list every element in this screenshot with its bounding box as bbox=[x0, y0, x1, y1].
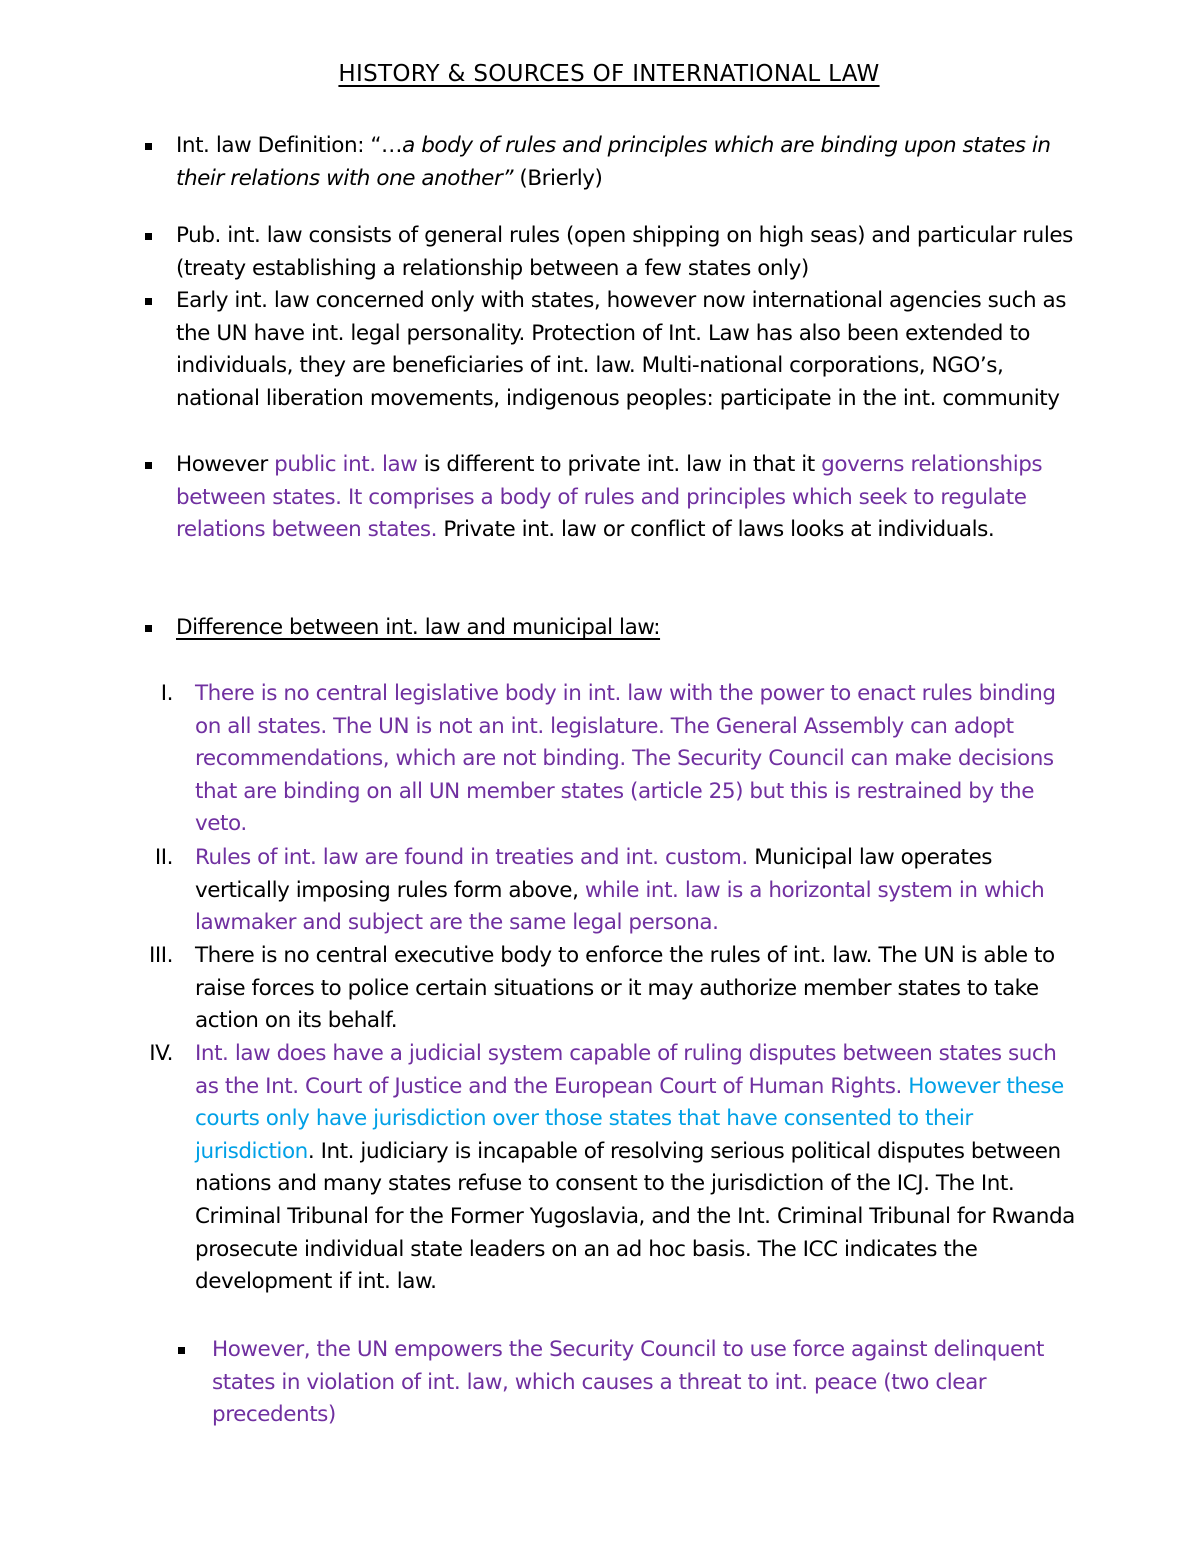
roman-item-2-mid: Municipal law operates vertically imposing rules form above, bbox=[195, 845, 992, 903]
roman-item-4-jurisdiction: However these courts only have jurisdiction over those states that have consented to their jurisdiction bbox=[195, 1073, 1064, 1164]
roman-numeral-1: I. bbox=[160, 681, 173, 706]
bullet-general-rules-text: Pub. int. law consists of general rules (open shipping on high seas) and particular rules (treaty establishing a relationship between a few states only) bbox=[176, 223, 1073, 281]
sub-bullet-security-council bbox=[212, 1334, 1062, 1432]
bullet-public-private-lead: However bbox=[176, 452, 275, 477]
roman-item-2-lead: Rules of int. law are found in treaties and int. custom. bbox=[195, 845, 748, 870]
bullet-public-private-definition: governs relationships between states. It comprises a body of rules and principles which seek to regulate relations between states. bbox=[176, 452, 1043, 543]
document-title: HISTORY & SOURCES OF INTERNATIONAL LAW bbox=[338, 61, 880, 87]
bullet-public-private-tail: Private int. law or conflict of laws looks at individuals. bbox=[437, 517, 995, 543]
sub-bullet-security-council-text: However, the UN empowers the Security Council to use force against delinquent states in violation of int. law, which causes a threat to int. peace (two clear precedents) bbox=[212, 1337, 1044, 1428]
bullet-definition-quote: a body of rules and principles which are binding upon states in their relations with one another” bbox=[176, 133, 1051, 191]
bullet-definition bbox=[176, 130, 1076, 195]
roman-numeral-2: II. bbox=[154, 845, 173, 870]
roman-item-3 bbox=[148, 940, 1075, 1038]
bullet-early-law bbox=[176, 285, 1076, 415]
roman-item-4 bbox=[149, 1038, 1075, 1299]
bullet-public-private-term: public int. law bbox=[274, 452, 418, 477]
bullet-early-law-text: Early int. law concerned only with states, however now international agencies such as the UN have int. legal personality. Protection of Int. Law has also been extended to individuals, they are beneficiaries of int. law. Multi-national corporations, NGO’s, national liberation movements, indigenous peoples: participate in the int. community bbox=[176, 288, 1067, 411]
bullet-general-rules bbox=[176, 220, 1076, 285]
bullet-public-private bbox=[176, 449, 1076, 547]
roman-item-3-text: There is no central executive body to enforce the rules of int. law. The UN is able to raise forces to police certain situations or it may authorize member states to take action on its behalf. bbox=[195, 943, 1055, 1034]
bullet-difference-heading-text: Difference between int. law and municipal law: bbox=[176, 615, 661, 640]
roman-item-2 bbox=[154, 842, 1075, 940]
roman-item-1-text: There is no central legislative body in int. law with the power to enact rules binding on all states. The UN is not an int. legislature. The General Assembly can adopt recommendations, which are not binding. The Security Council can make decisions that are binding on all UN member states (article 25) but this is restrained by the veto. bbox=[195, 681, 1056, 837]
bullet-definition-lead: Int. law Definition: “… bbox=[176, 133, 403, 158]
roman-item-1 bbox=[160, 678, 1075, 841]
bullet-definition-source: (Brierly) bbox=[513, 165, 603, 191]
roman-item-2-tail: while int. law is a horizontal system in which lawmaker and subject are the same legal persona. bbox=[195, 877, 1045, 936]
roman-item-4-tail: . Int. judiciary is incapable of resolving serious political disputes between nations and many states refuse to consent to the jurisdiction of the ICJ. The Int. Criminal Tribunal for the Former Yugoslavia, and the Int. Criminal Tribunal for Rwanda prosecute individual state leaders on an ad hoc basis. The ICC indicates the development if int. law. bbox=[195, 1138, 1075, 1295]
bullet-public-private-mid: is different to private int. law in that it bbox=[417, 452, 822, 477]
roman-numeral-4: IV. bbox=[149, 1041, 173, 1066]
roman-item-4-lead: Int. law does have a judicial system capable of ruling disputes between states such as the Int. Court of Justice and the European Court of Human Rights. bbox=[195, 1041, 1057, 1099]
roman-numeral-3: III. bbox=[148, 943, 173, 968]
bullet-difference-heading bbox=[176, 612, 1076, 645]
